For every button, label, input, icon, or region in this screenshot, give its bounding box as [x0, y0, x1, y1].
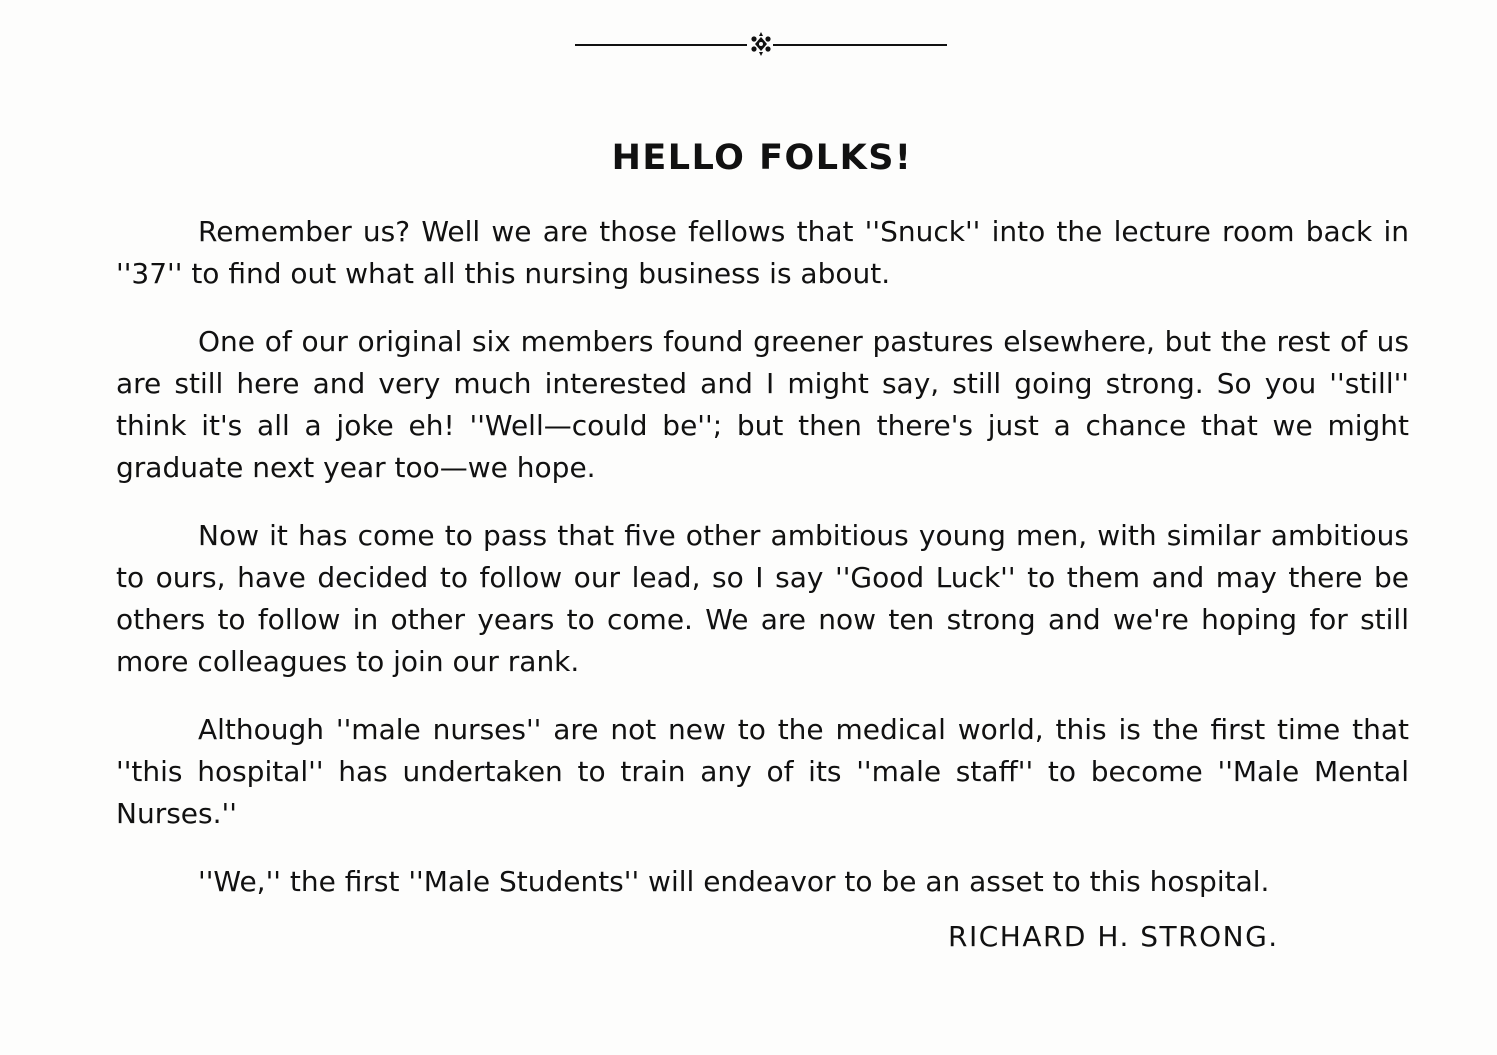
paragraph-3: Now it has come to pass that five other ambitious young men, with similar ambitious to ours, have decided to follow our lead, so I say ''Good Luck'' to them and may there be others to follow in other years to come. We are now ten strong and we're hoping for still more colleagues to join our rank. — [116, 519, 1409, 678]
letter-body — [116, 211, 1409, 929]
signature: RICHARD H. STRONG. — [948, 920, 1279, 953]
paragraph-5: ''We,'' the first ''Male Students'' will endeavor to be an asset to this hospital. — [198, 865, 1270, 898]
ornament-rule-left — [575, 44, 747, 46]
paragraph-1: Remember us? Well we are those fellows that ''Snuck'' into the lecture room back in ''37'' to find out what all this nursing business is about. — [116, 215, 1409, 290]
ornament-rule-right — [773, 44, 947, 46]
paragraph-4: Although ''male nurses'' are not new to the medical world, this is the first time that ''this hospital'' has undertaken to train any of its ''male staff'' to become ''Male Mental Nurses.'' — [116, 713, 1409, 830]
page-title: HELLO FOLKS! — [611, 138, 913, 178]
header-ornament — [575, 30, 947, 58]
fleuron-ornament-icon — [749, 31, 773, 57]
paragraph-2: One of our original six members found greener pastures elsewhere, but the rest of us are still here and very much interested and I might say, still going strong. So you ''still'' think it's all a joke eh! ''Well—could be''; but then there's just a chance that we might graduate next year too—we hope. — [116, 325, 1409, 484]
